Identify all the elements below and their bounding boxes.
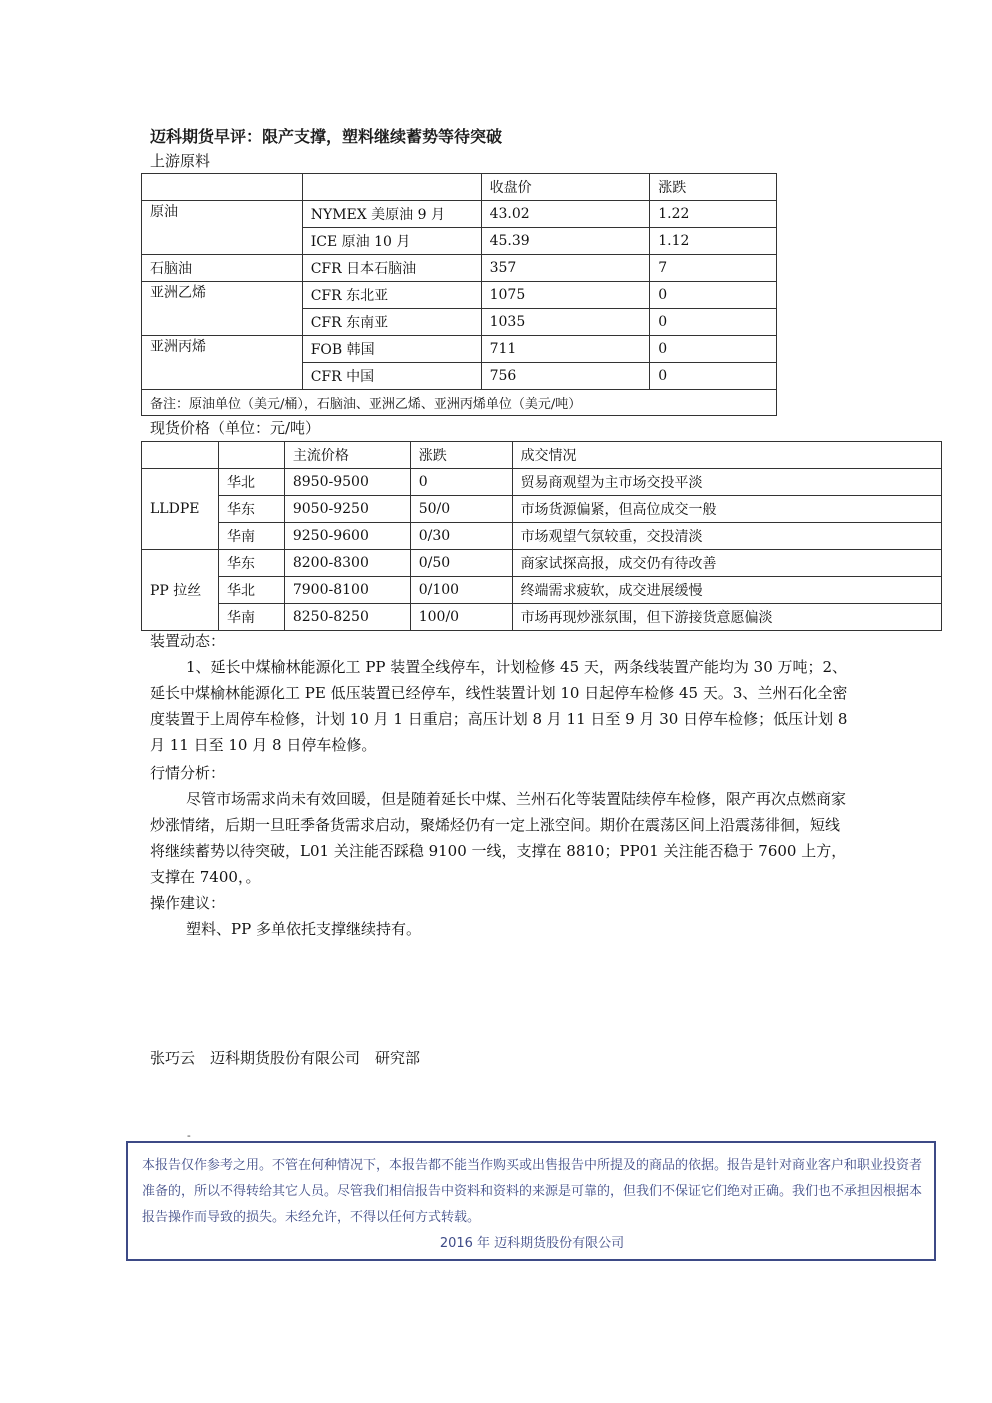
analysis-text: 尽管市场需求尚未有效回暖，但是随着延长中煤、兰州石化等装置陆续停车检修，限产再次点燃商家炒涨情绪，后期一旦旺季备货需求启动，聚烯烃仍有一定上涨空间。期价在震荡区间上沿震荡徘徊，短线将继续蓄势以待突破，L01 关注能否踩稳 9100 一线，支撑在 8810；PP01 关注能否稳于 7600 上方，支撑在 7400，。 <box>150 790 847 886</box>
header-cell <box>218 442 284 469</box>
change-cell: 0 <box>650 282 777 309</box>
group-cell: 原油 <box>142 201 303 255</box>
price-cell: 1075 <box>481 282 650 309</box>
change-cell: 0/30 <box>410 523 512 550</box>
region-cell: 华北 <box>218 577 284 604</box>
item-cell: ICE 原油 10 月 <box>302 228 481 255</box>
table-row <box>142 336 777 363</box>
region-cell: 华东 <box>218 550 284 577</box>
signature: 张巧云 迈科期货股份有限公司 研究部 <box>150 1049 421 1067</box>
item-cell: CFR 日本石脑油 <box>302 255 481 282</box>
change-cell: 100/0 <box>410 604 512 631</box>
header-cell: 涨跌 <box>650 174 777 201</box>
change-cell: 0 <box>650 309 777 336</box>
price-cell: 1035 <box>481 309 650 336</box>
device-heading: 装置动态： <box>150 632 226 650</box>
header-cell: 涨跌 <box>410 442 512 469</box>
deal-cell: 市场货源偏紧，但高位成交一般 <box>512 496 941 523</box>
change-cell: 0 <box>650 363 777 390</box>
item-cell: CFR 中国 <box>302 363 481 390</box>
change-cell: 7 <box>650 255 777 282</box>
price-cell: 8950-9500 <box>284 469 410 496</box>
change-cell: 0 <box>650 336 777 363</box>
device-text: 1、延长中煤榆林能源化工 PP 装置全线停车，计划检修 45 天，两条线装置产能均为 30 万吨；2、延长中煤榆林能源化工 PE 低压装置已经停车，线性装置计划 10 日起停车检修 45 天。3、兰州石化全密度装置于上周停车检修，计划 10 月 1 日重启；高压计划 8 月 11 日至 9 月 30 日停车检修；低压计划 8 月 11 日至 10 月 8 日停车检修。 <box>150 658 848 754</box>
table-header-row <box>142 442 942 469</box>
deal-cell: 终端需求疲软，成交进展缓慢 <box>512 577 941 604</box>
disclaimer-footer: 2016 年 迈科期货股份有限公司 <box>439 1236 625 1251</box>
advice-heading: 操作建议： <box>150 894 226 912</box>
spot-table <box>141 441 942 631</box>
change-cell: 0/100 <box>410 577 512 604</box>
deal-cell: 市场观望气氛较重，交投清淡 <box>512 523 941 550</box>
header-cell <box>142 442 219 469</box>
disclaimer-box <box>126 1141 936 1261</box>
header-cell: 收盘价 <box>481 174 650 201</box>
price-cell: 8200-8300 <box>284 550 410 577</box>
group-cell: 亚洲丙烯 <box>142 336 303 390</box>
table-note-row <box>142 390 777 416</box>
change-cell: 0 <box>410 469 512 496</box>
item-cell: FOB 韩国 <box>302 336 481 363</box>
unit-note: 备注：原油单位（美元/桶），石脑油、亚洲乙烯、亚洲丙烯单位（美元/吨） <box>142 390 777 416</box>
deal-cell: 市场再现炒涨氛围，但下游接货意愿偏淡 <box>512 604 941 631</box>
group-cell: 石脑油 <box>142 255 303 282</box>
report-title: 迈科期货早评：限产支撑，塑料继续蓄势等待突破 <box>150 127 503 146</box>
table-row <box>142 469 942 496</box>
price-cell: 9050-9250 <box>284 496 410 523</box>
table-row <box>142 577 942 604</box>
table-row <box>142 255 777 282</box>
price-cell: 756 <box>481 363 650 390</box>
table-header-row <box>142 174 777 201</box>
product-cell: LLDPE <box>142 469 219 550</box>
analysis-section <box>150 760 850 890</box>
header-cell: 主流价格 <box>284 442 410 469</box>
region-cell: 华北 <box>218 469 284 496</box>
item-cell: CFR 东北亚 <box>302 282 481 309</box>
region-cell: 华东 <box>218 496 284 523</box>
deal-cell: 贸易商观望为主市场交投平淡 <box>512 469 941 496</box>
separator-mark: - <box>187 1129 191 1142</box>
price-cell: 357 <box>481 255 650 282</box>
header-cell: 成交情况 <box>512 442 941 469</box>
region-cell: 华南 <box>218 604 284 631</box>
upstream-table <box>141 173 777 416</box>
price-cell: 45.39 <box>481 228 650 255</box>
header-cell <box>142 174 303 201</box>
group-cell: 亚洲乙烯 <box>142 282 303 336</box>
disclaimer-text: 本报告仅作参考之用。不管在何种情况下，本报告都不能当作购买或出售报告中所提及的商品的依据。报告是针对商业客户和职业投资者准备的，所以不得转给其它人员。尽管我们相信报告中资料和资料的来源是可靠的，但我们不保证它们绝对正确。我们也不承担因根据本报告操作而导致的损失。未经允许，不得以任何方式转载。 <box>142 1158 923 1225</box>
table-row <box>142 282 777 309</box>
spot-label: 现货价格（单位：元/吨） <box>150 419 321 437</box>
table-row <box>142 523 942 550</box>
device-section <box>150 628 850 758</box>
price-cell: 8250-8250 <box>284 604 410 631</box>
advice-text: 塑料、PP 多单依托支撑继续持有。 <box>186 920 421 938</box>
price-cell: 9250-9600 <box>284 523 410 550</box>
region-cell: 华南 <box>218 523 284 550</box>
table-row <box>142 496 942 523</box>
item-cell: CFR 东南亚 <box>302 309 481 336</box>
deal-cell: 商家试探高报，成交仍有待改善 <box>512 550 941 577</box>
table-row <box>142 201 777 228</box>
change-cell: 1.12 <box>650 228 777 255</box>
table-row <box>142 604 942 631</box>
advice-section <box>150 890 850 942</box>
upstream-label: 上游原料 <box>150 152 211 170</box>
price-cell: 7900-8100 <box>284 577 410 604</box>
table-row <box>142 550 942 577</box>
product-cell: PP 拉丝 <box>142 550 219 631</box>
change-cell: 1.22 <box>650 201 777 228</box>
analysis-heading: 行情分析： <box>150 764 226 782</box>
header-cell <box>302 174 481 201</box>
change-cell: 0/50 <box>410 550 512 577</box>
price-cell: 43.02 <box>481 201 650 228</box>
price-cell: 711 <box>481 336 650 363</box>
change-cell: 50/0 <box>410 496 512 523</box>
item-cell: NYMEX 美原油 9 月 <box>302 201 481 228</box>
